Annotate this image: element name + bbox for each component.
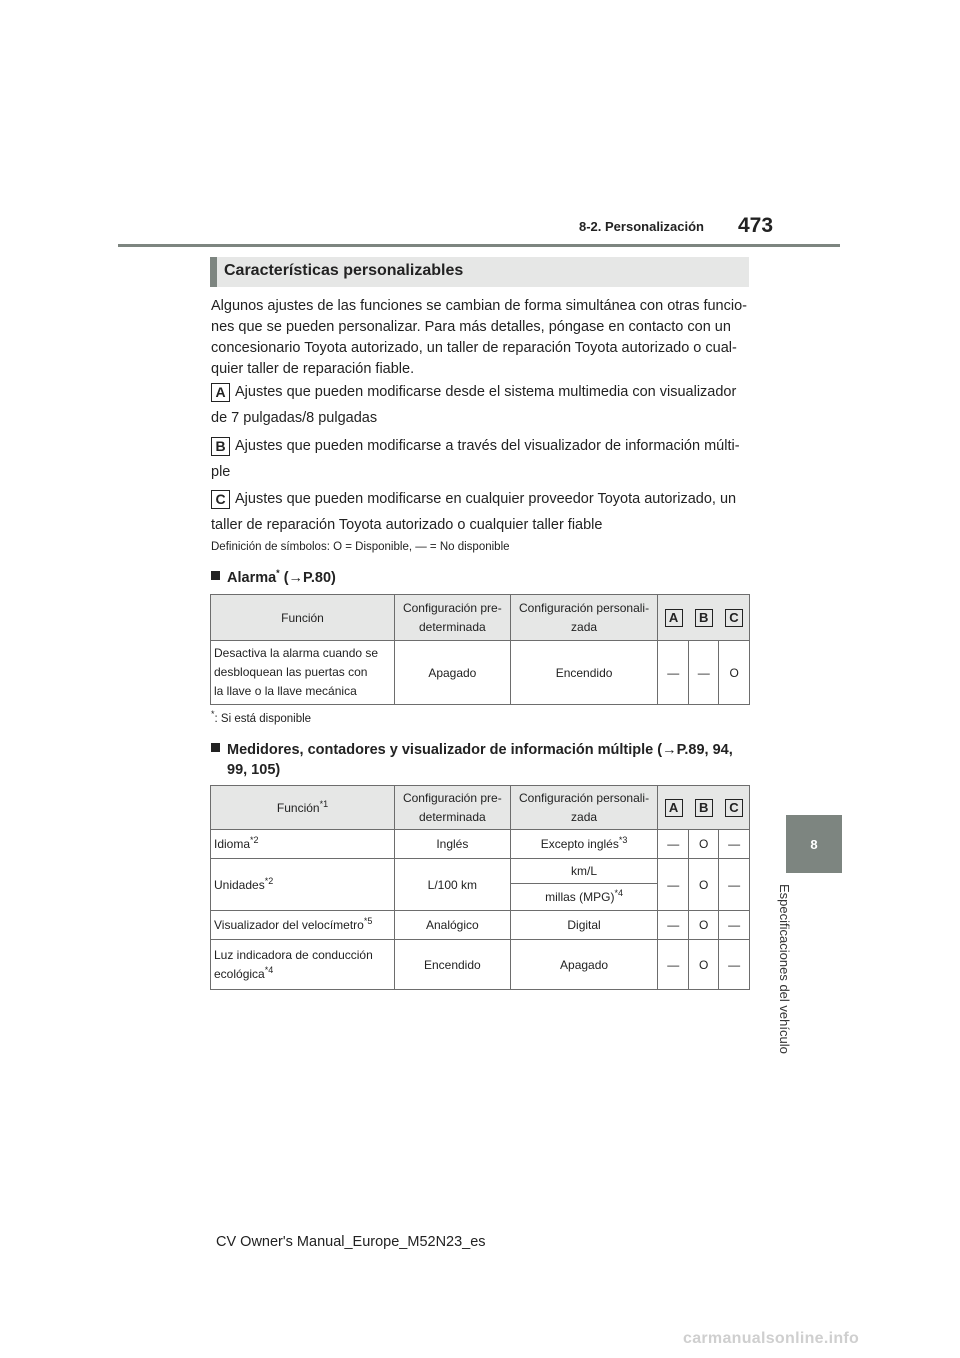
table-row: [211, 830, 750, 859]
header-default: Configuración pre- determinada: [395, 595, 511, 641]
heading-accent: [210, 257, 217, 287]
row-function: Unidades$^{*2}$: [211, 859, 395, 911]
row-b: O: [689, 859, 719, 911]
intro-paragraph: Algunos ajustes de las funciones se cambian de forma simultánea con otras funcio-nes que se pueden personalizar. Para más detalles, póngase en contacto con un concesionario Toyota autorizado, un taller de reparación Toyota autorizado o cual-quier taller de reparación fiable.: [211, 298, 747, 377]
header-default: Configuración pre- determinada: [395, 786, 511, 830]
manual-name: CV Owner's Manual_Europe_M52N23_es: [216, 1234, 486, 1250]
alarm-custom: Encendido: [510, 641, 658, 705]
chapter-tab[interactable]: [786, 815, 842, 873]
alarm-a: ―: [658, 641, 689, 705]
row-a: ―: [658, 911, 689, 940]
alarm-table: [210, 594, 750, 705]
row-function: Luz indicadora de conducción ecológica$^{*4}$: [211, 940, 395, 990]
option-b-line2: ple: [211, 464, 231, 480]
row-b: O: [689, 911, 719, 940]
row-custom: Excepto inglés$^{*3}$: [510, 830, 658, 859]
row-b: O: [689, 940, 719, 990]
heading-text: Características personalizables: [224, 262, 464, 279]
header-function: Función$^{*1}$: [211, 786, 395, 830]
header-a: A: [658, 786, 689, 830]
row-function: Visualizador del velocímetro$^{*5}$: [211, 911, 395, 940]
watermark: carmanualsonline.info: [683, 1330, 860, 1347]
row-custom: Apagado: [510, 940, 658, 990]
option-c-box: C: [211, 490, 230, 509]
chapter-number: 8: [810, 836, 818, 852]
option-a-box: A: [211, 383, 230, 402]
bullet-square-icon: [211, 743, 220, 752]
table-row: [211, 940, 750, 990]
chapter-side-label: Especificaciones del vehículo: [777, 884, 792, 1054]
alarm-footnote: *: Si está disponible: [211, 709, 312, 725]
header-rule: [118, 244, 840, 247]
symbol-definition: Definición de símbolos: O = Disponible, ― = No disponible: [211, 541, 510, 553]
table-header-row: [211, 786, 750, 830]
row-c: ―: [719, 940, 750, 990]
section-title: 8-2. Personalización: [579, 219, 704, 234]
header-custom: Configuración personali- zada: [510, 786, 658, 830]
option-a-line2: de 7 pulgadas/8 pulgadas: [211, 410, 378, 426]
bullet-square-icon: [211, 571, 220, 580]
header-custom: Configuración personali- zada: [510, 595, 658, 641]
row-c: ―: [719, 911, 750, 940]
option-b-line1: Ajustes que pueden modificarse a través del visualizador de información múlti-: [235, 438, 740, 454]
row-default: Inglés: [395, 830, 511, 859]
header-function: Función: [211, 595, 395, 641]
option-c: [211, 486, 756, 538]
table-row: [211, 641, 750, 705]
alarm-b: ―: [689, 641, 719, 705]
alarm-function: Desactiva la alarma cuando se desbloquean las puertas con la llave o la llave mecánica: [211, 641, 395, 705]
table-row: [211, 859, 750, 884]
option-a-line1: Ajustes que pueden modificarse desde el sistema multimedia con visualizador: [235, 384, 737, 400]
row-c: ―: [719, 859, 750, 911]
header-a: A: [658, 595, 689, 641]
row-function: Idioma$^{*2}$: [211, 830, 395, 859]
meters-table: [210, 785, 750, 990]
row-a: ―: [658, 830, 689, 859]
meters-subheading: Medidores, contadores y visualizador de información múltiple (→P.89, 94, 99, 105): [211, 740, 756, 780]
row-custom: Digital: [510, 911, 658, 940]
option-c-line1: Ajustes que pueden modificarse en cualquier proveedor Toyota autorizado, un: [235, 491, 737, 507]
table-row: [211, 911, 750, 940]
row-custom-1: km/L: [510, 859, 658, 884]
row-b: O: [689, 830, 719, 859]
table-header-row: [211, 595, 750, 641]
alarm-default: Apagado: [395, 641, 511, 705]
option-b-box: B: [211, 437, 230, 456]
row-default: Analógico: [395, 911, 511, 940]
section-heading: [210, 257, 749, 287]
alarm-subheading: Alarma* (→P.80): [211, 568, 756, 588]
page-number: 473: [738, 214, 774, 237]
header-c: C: [719, 595, 750, 641]
header-c: C: [719, 786, 750, 830]
header-b: B: [689, 786, 719, 830]
option-c-line2: taller de reparación Toyota autorizado o cualquier taller fiable: [211, 517, 603, 533]
option-a: [211, 379, 756, 431]
option-b: [211, 433, 756, 485]
row-a: ―: [658, 859, 689, 911]
header-b: B: [689, 595, 719, 641]
row-default: L/100 km: [395, 859, 511, 911]
row-default: Encendido: [395, 940, 511, 990]
row-custom-2: millas (MPG)$^{*4}$: [510, 884, 658, 911]
row-c: ―: [719, 830, 750, 859]
row-a: ―: [658, 940, 689, 990]
alarm-c: O: [719, 641, 750, 705]
